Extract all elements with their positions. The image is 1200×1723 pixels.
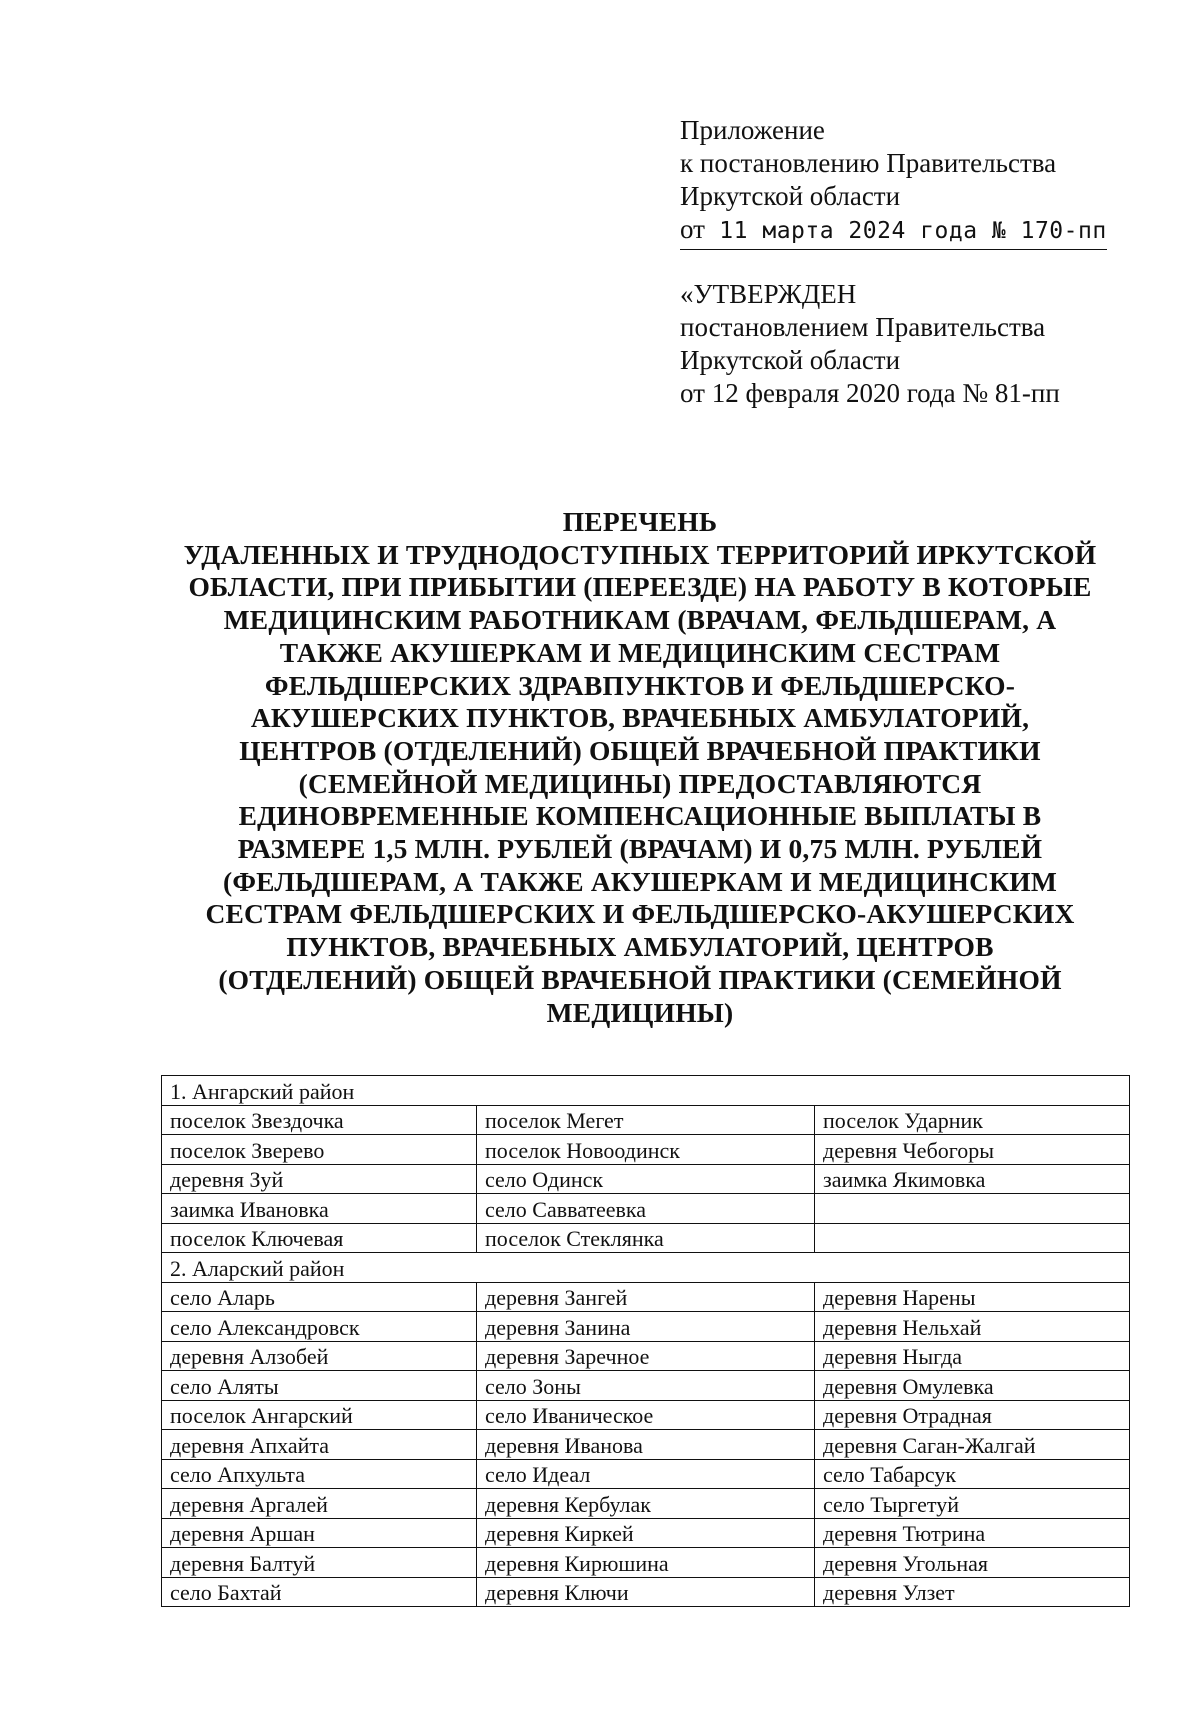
title-line: ФЕЛЬДШЕРСКИХ ЗДРАВПУНКТОВ И ФЕЛЬДШЕРСКО- — [264, 669, 1016, 701]
settlement-cell: деревня Ключи — [477, 1577, 815, 1607]
settlement-cell: село Аларь — [162, 1282, 477, 1312]
settlement-cell: деревня Аргалей — [162, 1489, 477, 1519]
approved-block — [680, 278, 1120, 410]
appendix-date-line — [680, 213, 1120, 250]
settlement-cell: деревня Улзет — [815, 1577, 1130, 1607]
district-header-row — [162, 1253, 1130, 1283]
settlement-cell: село Иваническое — [477, 1400, 815, 1430]
table-row — [162, 1135, 1130, 1165]
settlement-cell: деревня Нельхай — [815, 1312, 1130, 1342]
table-row — [162, 1489, 1130, 1519]
settlement-cell: деревня Апхайта — [162, 1430, 477, 1460]
table-row — [162, 1223, 1130, 1253]
title-line: ЦЕНТРОВ (ОТДЕЛЕНИЙ) ОБЩЕЙ ВРАЧЕБНОЙ ПРАКТИКИ — [239, 734, 1041, 766]
table-row — [162, 1518, 1130, 1548]
appendix-date-value: 11 марта 2024 года № 170-пп — [704, 218, 1107, 244]
table-row — [162, 1282, 1130, 1312]
title-line: ТАКЖЕ АКУШЕРКАМ И МЕДИЦИНСКИМ СЕСТРАМ — [279, 636, 1001, 668]
table-row — [162, 1577, 1130, 1607]
settlement-cell: село Табарсук — [815, 1459, 1130, 1489]
settlement-cell: заимка Якимовка — [815, 1164, 1130, 1194]
settlement-cell: село Одинск — [477, 1164, 815, 1194]
table-row — [162, 1430, 1130, 1460]
settlement-cell: поселок Ключевая — [162, 1223, 477, 1253]
appendix-date-underline — [680, 213, 1107, 250]
territory-table — [161, 1075, 1130, 1607]
appendix-date-prefix: от — [680, 214, 705, 244]
settlement-cell: село Савватеевка — [477, 1194, 815, 1224]
table-row — [162, 1312, 1130, 1342]
settlement-cell: деревня Отрадная — [815, 1400, 1130, 1430]
district-title: 1. Ангарский район — [162, 1076, 1130, 1106]
title-line: ОБЛАСТИ, ПРИ ПРИБЫТИИ (ПЕРЕЕЗДЕ) НА РАБОТУ В КОТОРЫЕ — [188, 571, 1092, 603]
title-line: ПУНКТОВ, ВРАЧЕБНЫХ АМБУЛАТОРИЙ, ЦЕНТРОВ — [286, 931, 994, 963]
table-row — [162, 1164, 1130, 1194]
title-line: АКУШЕРСКИХ ПУНКТОВ, ВРАЧЕБНЫХ АМБУЛАТОРИЙ, — [250, 702, 1030, 734]
settlement-cell: село Идеал — [477, 1459, 815, 1489]
document-title — [150, 506, 1130, 1029]
title-line: ПЕРЕЧЕНЬ — [562, 506, 718, 537]
settlement-cell: поселок Мегет — [477, 1105, 815, 1135]
settlement-cell: деревня Нарены — [815, 1282, 1130, 1312]
approved-line-4: от 12 февраля 2020 года № 81-пп — [680, 378, 1060, 408]
settlement-cell: деревня Зангей — [477, 1282, 815, 1312]
settlement-cell: село Александровск — [162, 1312, 477, 1342]
settlement-cell: поселок Ударник — [815, 1105, 1130, 1135]
settlement-cell: поселок Зверево — [162, 1135, 477, 1165]
settlement-cell: село Зоны — [477, 1371, 815, 1401]
table-row — [162, 1341, 1130, 1371]
settlement-cell: деревня Омулевка — [815, 1371, 1130, 1401]
title-line: (СЕМЕЙНОЙ МЕДИЦИНЫ) ПРЕДОСТАВЛЯЮТСЯ — [298, 767, 982, 799]
title-line: МЕДИЦИНСКИМ РАБОТНИКАМ (ВРАЧАМ, ФЕЛЬДШЕРАМ, А — [223, 604, 1057, 636]
approved-line-2: постановлением Правительства — [680, 312, 1046, 342]
settlement-cell: деревня Ныгда — [815, 1341, 1130, 1371]
settlement-cell: поселок Ангарский — [162, 1400, 477, 1430]
settlement-cell: деревня Угольная — [815, 1548, 1130, 1578]
settlement-cell: деревня Кирюшина — [477, 1548, 815, 1578]
title-line: МЕДИЦИНЫ) — [546, 996, 734, 1028]
settlement-cell: поселок Стеклянка — [477, 1223, 815, 1253]
title-line: СЕСТРАМ ФЕЛЬДШЕРСКИХ И ФЕЛЬДШЕРСКО-АКУШЕРСКИХ — [205, 898, 1075, 930]
settlement-cell: поселок Звездочка — [162, 1105, 477, 1135]
appendix-block — [680, 114, 1120, 250]
settlement-cell: деревня Алзобей — [162, 1341, 477, 1371]
table-row — [162, 1371, 1130, 1401]
settlement-cell: деревня Зуй — [162, 1164, 477, 1194]
title-line: (ОТДЕЛЕНИЙ) ОБЩЕЙ ВРАЧЕБНОЙ ПРАКТИКИ (СЕМЕЙНОЙ — [218, 963, 1062, 995]
table-row — [162, 1194, 1130, 1224]
settlement-cell: село Тыргетуй — [815, 1489, 1130, 1519]
settlement-cell — [815, 1194, 1130, 1224]
title-line: ЕДИНОВРЕМЕННЫЕ КОМПЕНСАЦИОННЫЕ ВЫПЛАТЫ В — [238, 800, 1042, 832]
table-row — [162, 1400, 1130, 1430]
settlement-cell: деревня Балтуй — [162, 1548, 477, 1578]
settlement-cell: село Бахтай — [162, 1577, 477, 1607]
table-row — [162, 1548, 1130, 1578]
district-title: 2. Аларский район — [162, 1253, 1130, 1283]
table-row — [162, 1105, 1130, 1135]
title-line: (ФЕЛЬДШЕРАМ, А ТАКЖЕ АКУШЕРКАМ И МЕДИЦИНСКИМ — [222, 865, 1058, 897]
title-line: УДАЛЕННЫХ И ТРУДНОДОСТУПНЫХ ТЕРРИТОРИЙ ИРКУТСКОЙ — [183, 538, 1097, 570]
title-line: РАЗМЕРЕ 1,5 МЛН. РУБЛЕЙ (ВРАЧАМ) И 0,75 МЛН. РУБЛЕЙ — [237, 833, 1043, 865]
settlement-cell: деревня Иванова — [477, 1430, 815, 1460]
settlement-cell: деревня Заречное — [477, 1341, 815, 1371]
settlement-cell: деревня Чебогоры — [815, 1135, 1130, 1165]
settlement-cell — [815, 1223, 1130, 1253]
district-header-row — [162, 1076, 1130, 1106]
settlement-cell: заимка Ивановка — [162, 1194, 477, 1224]
settlement-cell: село Аляты — [162, 1371, 477, 1401]
settlement-cell: деревня Аршан — [162, 1518, 477, 1548]
settlement-cell: деревня Саган-Жалгай — [815, 1430, 1130, 1460]
settlement-cell: деревня Тютрина — [815, 1518, 1130, 1548]
settlement-cell: деревня Занина — [477, 1312, 815, 1342]
approved-line-3: Иркутской области — [680, 345, 901, 375]
table-row — [162, 1459, 1130, 1489]
territory-table-body — [162, 1076, 1130, 1607]
settlement-cell: село Апхульта — [162, 1459, 477, 1489]
appendix-line-1: Приложение — [680, 115, 825, 145]
settlement-cell: деревня Киркей — [477, 1518, 815, 1548]
appendix-line-2: к постановлению Правительства — [680, 148, 1057, 178]
appendix-line-3: Иркутской области — [680, 181, 901, 211]
approved-line-1: «УТВЕРЖДЕН — [680, 279, 857, 309]
settlement-cell: поселок Новоодинск — [477, 1135, 815, 1165]
settlement-cell: деревня Кербулак — [477, 1489, 815, 1519]
